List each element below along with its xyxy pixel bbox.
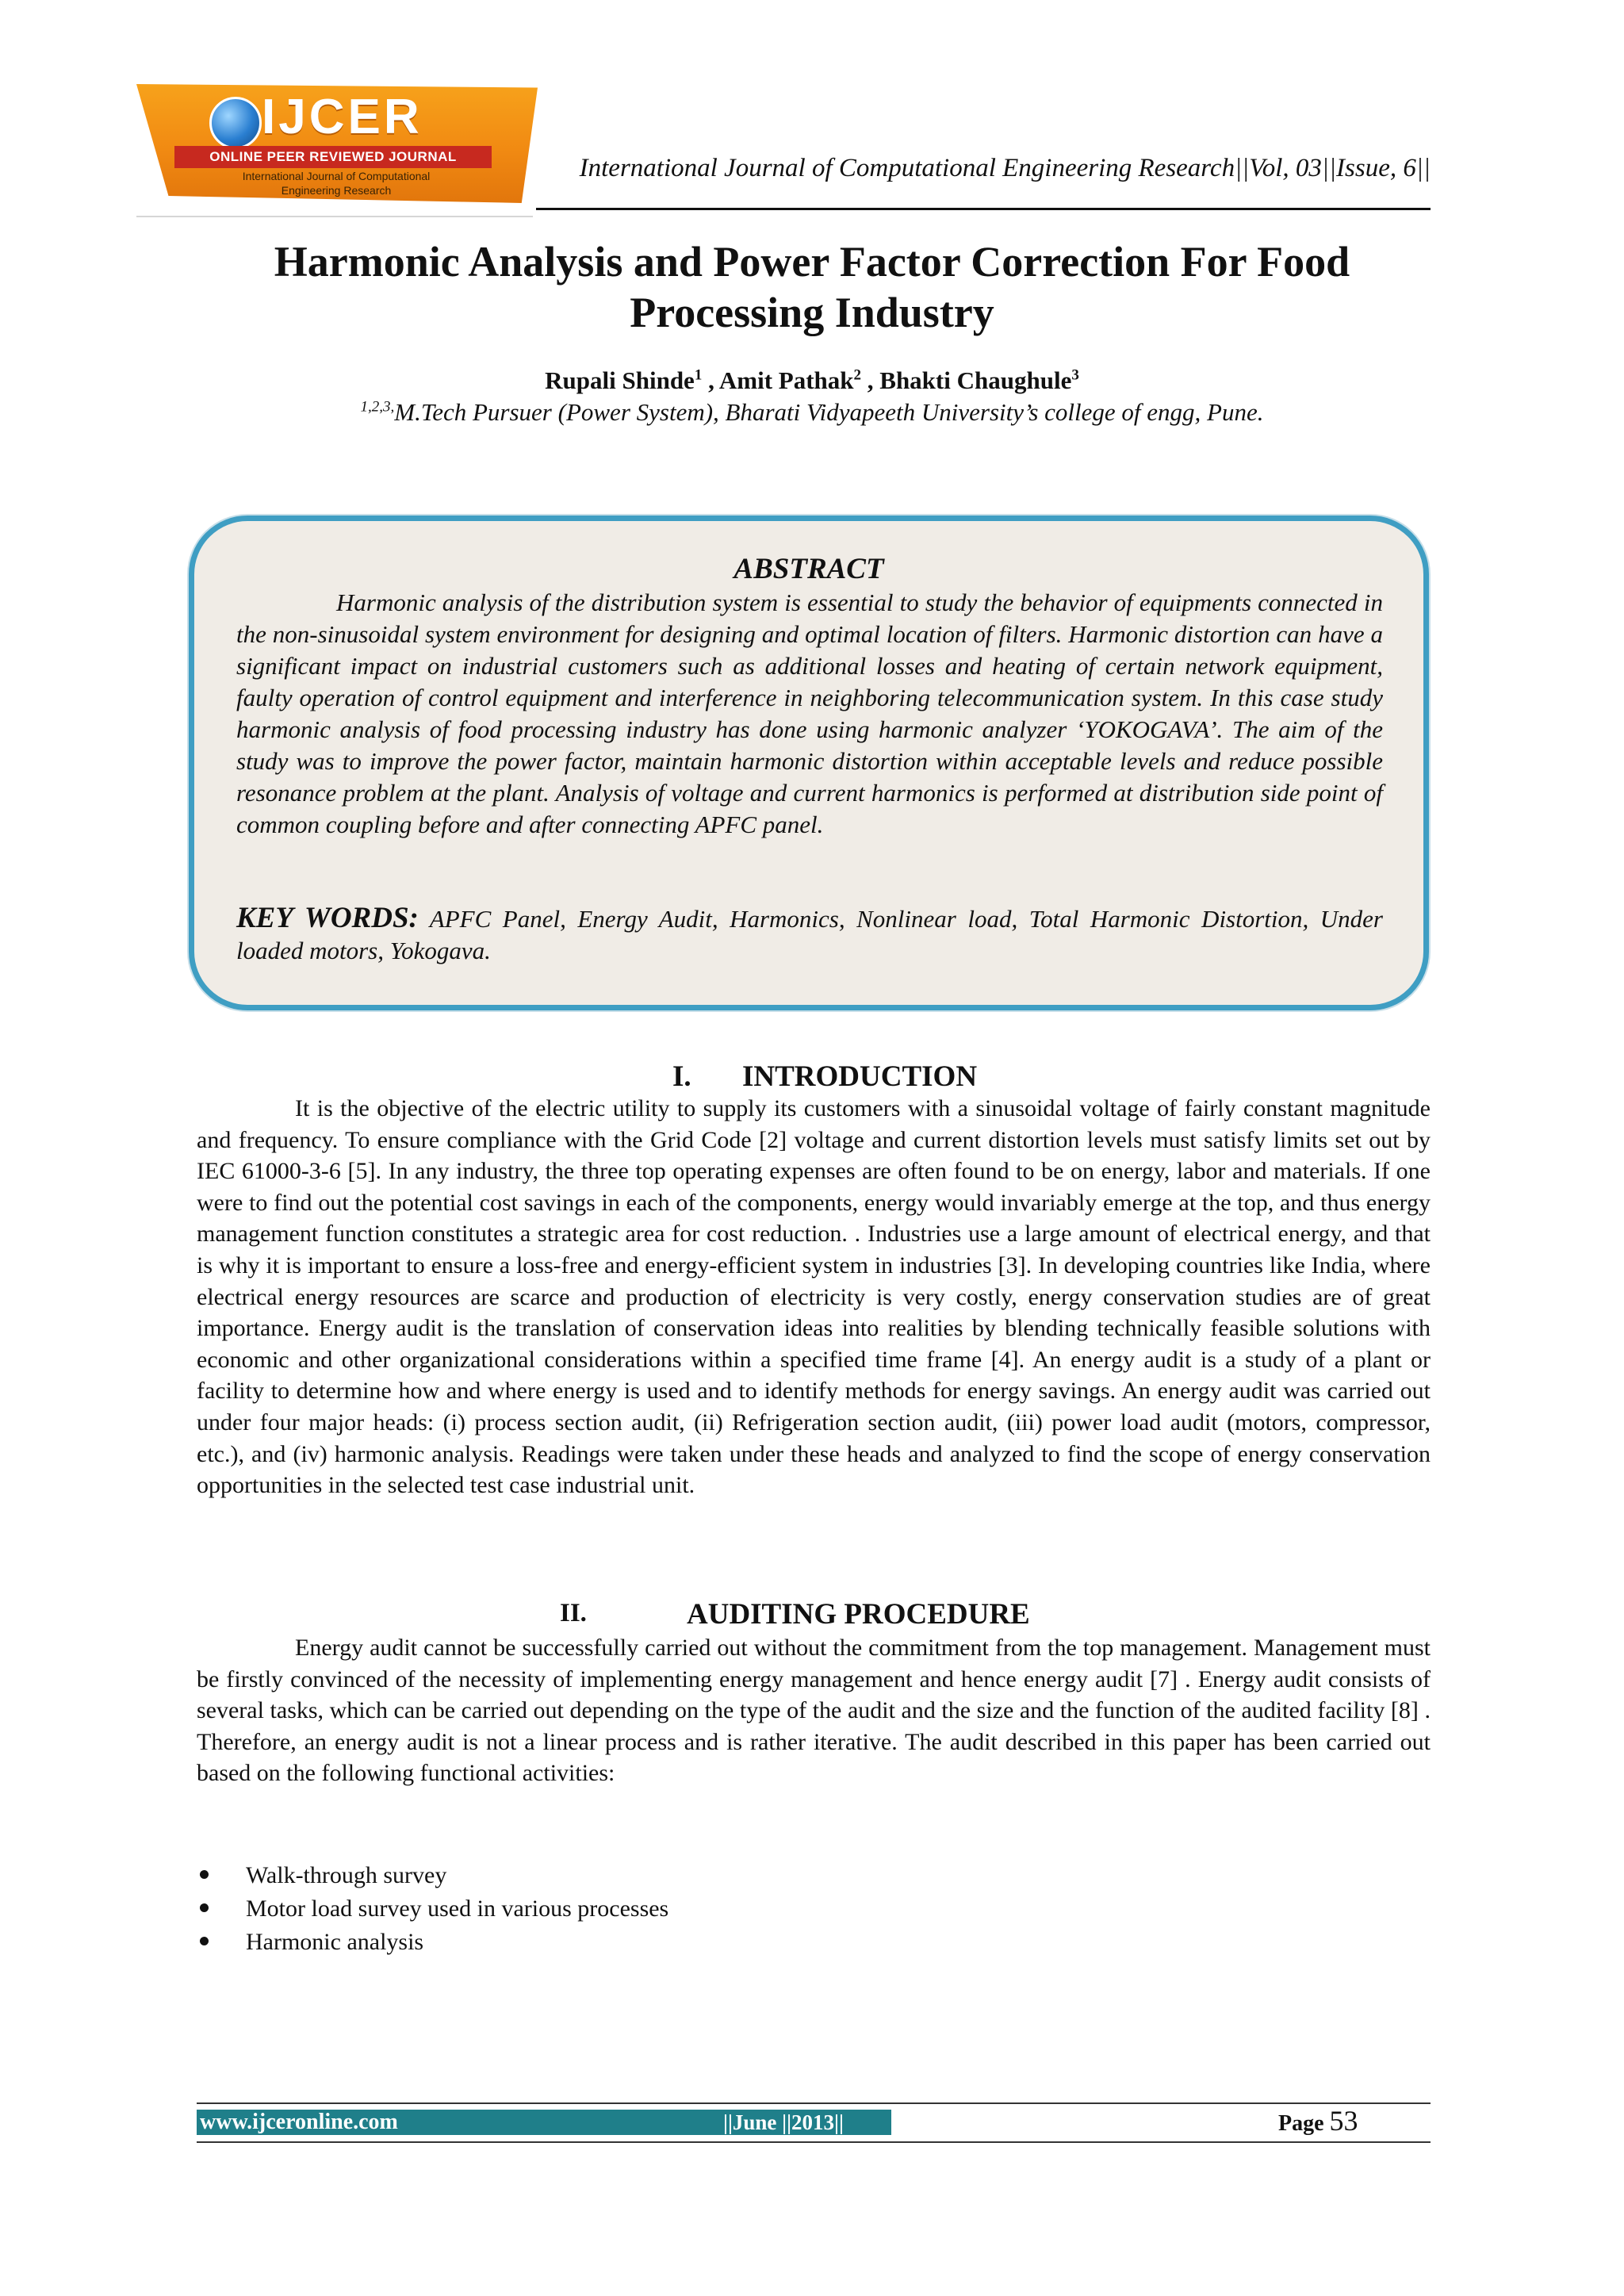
paper-title-line-1: Harmonic Analysis and Power Factor Correction For Food	[274, 238, 1350, 286]
author-list	[159, 366, 1465, 395]
abstract-text: Harmonic analysis of the distribution system is essential to study the behavior of equipments connected in the non-sinusoidal system environment for designing and optimal location of filters. Harmonic distortion can have a significant impact on industrial customers such as additional losses and heating of certain network equipment, faulty operation of control equipment and interference in neighboring telecommunication system. In this case study harmonic analysis of food processing industry has done using harmonic analyzer ‘YOKOGAVA’. The aim of the study was to improve the power factor, maintain harmonic distortion within acceptable levels and reduce possible resonance problem at the plant. Analysis of voltage and current harmonics is performed at distribution side point of common coupling before and after connecting APFC panel.	[236, 588, 1383, 838]
author-1: Rupali Shinde	[545, 366, 695, 394]
footer-date: ||June ||2013||	[723, 2110, 844, 2134]
author-3-affiliation: 3	[1071, 366, 1079, 384]
section-number-introduction: I.	[672, 1060, 691, 1093]
author-1-affiliation: 1	[694, 366, 703, 384]
footer-website-link[interactable]: www.ijceronline.com	[200, 2110, 398, 2134]
journal-logo	[136, 84, 538, 205]
page-number: 53	[1329, 2105, 1358, 2137]
list-item-text: Walk-through survey	[246, 1862, 447, 1888]
affiliation-marker: 1,2,3,	[360, 398, 395, 416]
abstract-heading: ABSTRACT	[733, 553, 884, 585]
list-item	[197, 1926, 1431, 1959]
logo-subtitle-1: International Journal of Computational	[242, 170, 431, 182]
section-heading-auditing: AUDITING PROCEDURE	[687, 1598, 1030, 1631]
section-number-auditing: II.	[560, 1599, 587, 1627]
activity-list	[197, 1859, 1431, 1959]
author-separator: ,	[702, 366, 719, 394]
bullet-icon	[200, 1903, 209, 1912]
logo-subtitle-2: Engineering Research	[281, 184, 392, 197]
bullet-icon	[200, 1870, 209, 1879]
author-separator: ,	[861, 366, 880, 394]
header-rule	[536, 208, 1431, 210]
footer-top-rule	[197, 2102, 1431, 2104]
list-item-text: Harmonic analysis	[246, 1929, 424, 1955]
auditing-paragraph: Energy audit cannot be successfully carried out without the commitment from the top management. Management must be firstly convinced of the necessity of implementing energy management and hence energy audit [7] . Energy audit consists of several tasks, which can be carried out depending on the type of the audit and the size and the function of the audited facility [8] . Therefore, an energy audit is not a linear process and is rather iterative. The audit described in this paper has been carried out based on the following functional activities:	[197, 1635, 1431, 1787]
logo-tagline: ONLINE PEER REVIEWED JOURNAL	[174, 146, 492, 168]
keywords-text: APFC Panel, Energy Audit, Harmonics, Nonlinear load, Total Harmonic Distortion, Under loaded motors, Yokogava.	[236, 905, 1383, 964]
page-label: Page	[1278, 2111, 1330, 2136]
keywords	[236, 903, 1383, 967]
affiliation-text: M.Tech Pursuer (Power System), Bharati Vidyapeeth University’s college of engg, Pune.	[394, 398, 1264, 426]
section-heading-introduction: INTRODUCTION	[742, 1060, 978, 1093]
paper-title	[159, 236, 1465, 338]
logo-title: IJCER	[262, 90, 423, 144]
bullet-icon	[200, 1937, 209, 1945]
list-item	[197, 1859, 1431, 1892]
author-2-affiliation: 2	[853, 366, 862, 384]
author-affiliation	[159, 398, 1465, 427]
author-3: Bhakti Chaughule	[879, 366, 1072, 394]
list-item	[197, 1892, 1431, 1926]
footer-bottom-rule	[197, 2141, 1431, 2143]
keywords-label: KEY WORDS:	[236, 902, 419, 934]
paper-title-line-2: Processing Industry	[630, 289, 994, 336]
logo-divider	[136, 216, 533, 217]
footer-page-number	[1278, 2105, 1358, 2140]
globe-icon	[209, 97, 262, 149]
list-item-text: Motor load survey used in various processes	[246, 1895, 669, 1922]
introduction-paragraph: It is the objective of the electric utility to supply its customers with a sinusoidal voltage of fairly constant magnitude and frequency. To ensure compliance with the Grid Code [2] voltage and current distortion levels must satisfy limits set out by IEC 61000-3-6 [5]. In any industry, the three top operating expenses are often found to be on energy, labor and materials. If one were to find out the potential cost savings in each of the components, energy would invariably emerge at the top, and thus energy management function constitutes a strategic area for cost reduction. . Industries use a large amount of electrical energy, and that is why it is important to ensure a loss-free and energy-efficient system in industries [3]. In developing countries like India, where electrical energy resources are scarce and production of electricity is very costly, energy conservation studies are of great importance. Energy audit is the translation of conservation ideas into realities by blending technically feasible solutions with economic and other organizational considerations within a specified time frame [4]. An energy audit is a study of a plant or facility to determine how and where energy is used and to identify methods for energy savings. An energy audit was carried out under four major heads: (i) process section audit, (ii) Refrigeration section audit, (iii) power load audit (motors, compressor, etc.), and (iv) harmonic analysis. Readings were taken under these heads and analyzed to find the scope of energy conservation opportunities in the selected test case industrial unit.	[197, 1095, 1431, 1499]
author-2: Amit Pathak	[718, 366, 854, 394]
journal-header: International Journal of Computational Engineering Research||Vol, 03||Issue, 6||	[579, 154, 1431, 182]
